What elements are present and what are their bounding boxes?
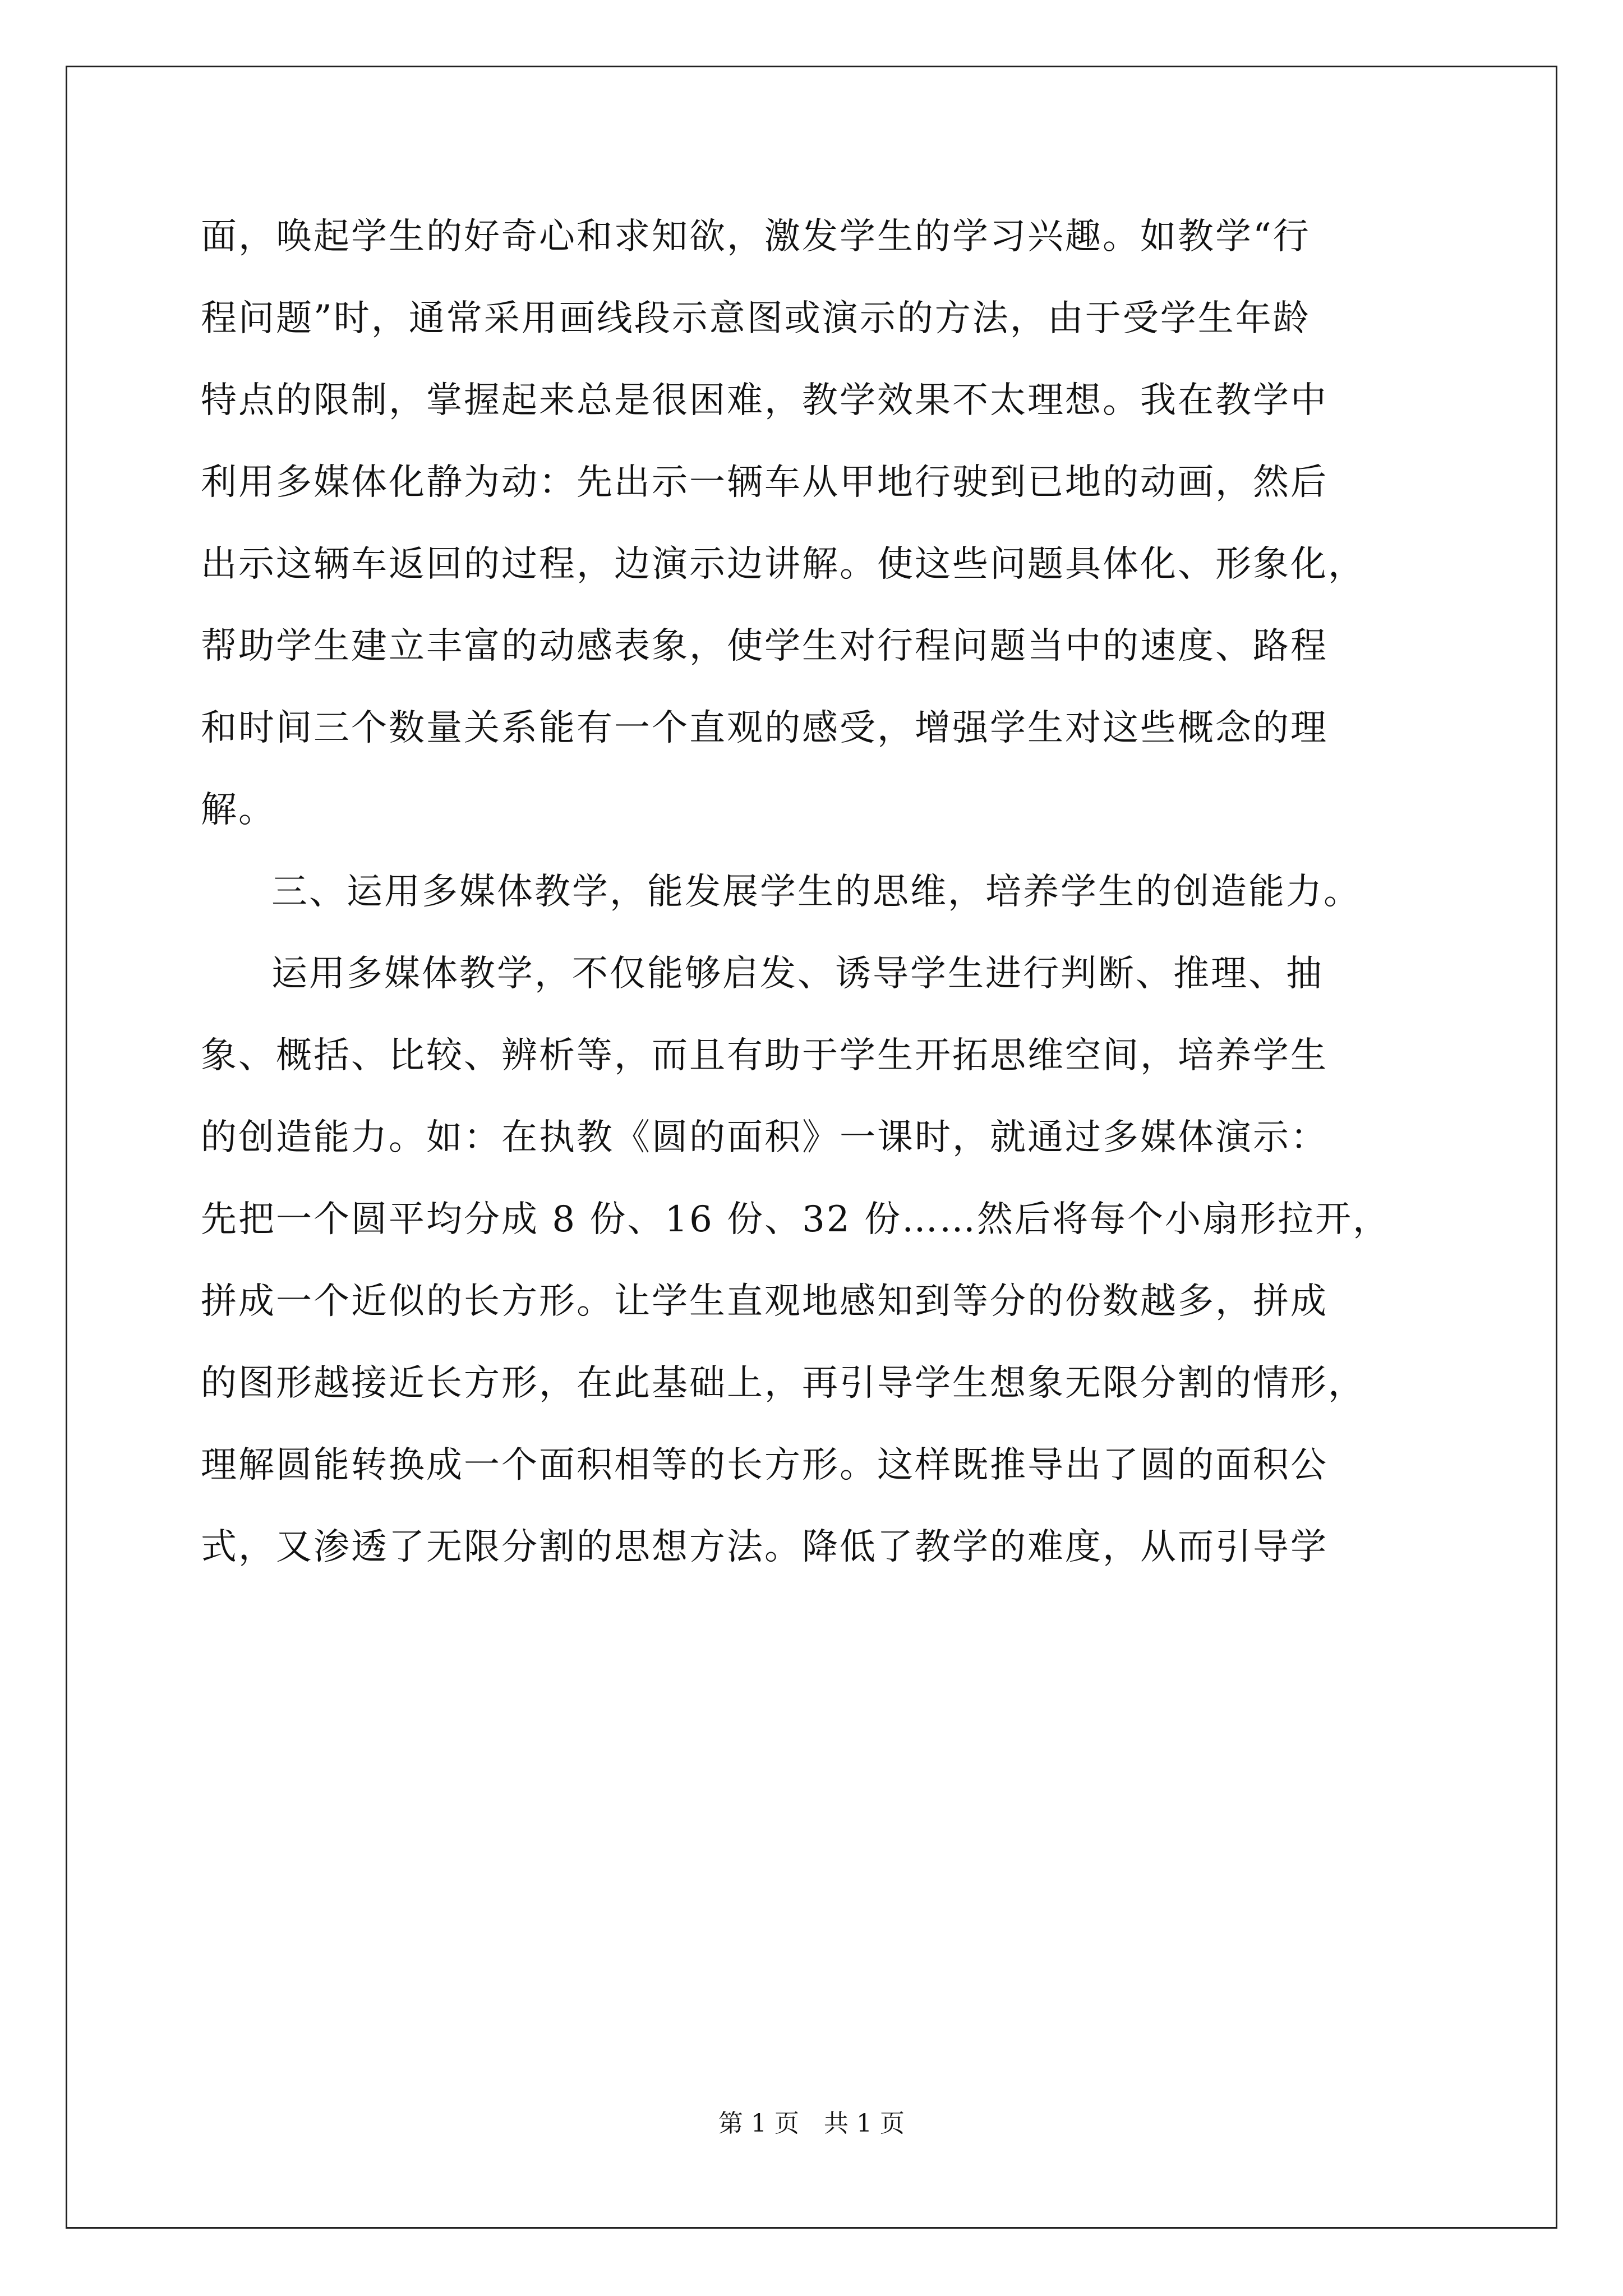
text-line: 程问题”时，通常采用画线段示意图或演示的方法，由于受学生年龄 bbox=[201, 298, 1311, 339]
text-line: 先把一个圆平均分成 8 份、16 份、32 份……然后将每个小扇形拉开， bbox=[201, 1199, 1390, 1240]
text-line: 理解圆能转换成一个面积相等的长方形。这样既推导出了圆的面积公 bbox=[201, 1444, 1328, 1486]
text-line: 解。 bbox=[201, 789, 276, 831]
text-line: 象、概括、比较、辨析等，而且有助于学生开拓思维空间，培养学生 bbox=[201, 1035, 1328, 1076]
text-line: 面，唤起学生的好奇心和求知欲，激发学生的学习兴趣。如教学“行 bbox=[201, 216, 1311, 257]
text-line: 利用多媒体化静为动：先出示一辆车从甲地行驶到已地的动画，然后 bbox=[201, 462, 1328, 503]
text-line: 的创造能力。如：在执教《圆的面积》一课时，就通过多媒体演示： bbox=[201, 1117, 1328, 1158]
text-line: 帮助学生建立丰富的动感表象，使学生对行程问题当中的速度、路程 bbox=[201, 625, 1328, 667]
text-line: 拼成一个近似的长方形。让学生直观地感知到等分的份数越多，拼成 bbox=[201, 1281, 1328, 1322]
text-line: 出示这辆车返回的过程，边演示边讲解。使这些问题具体化、形象化， bbox=[201, 544, 1366, 585]
text-line: 式，又渗透了无限分割的思想方法。降低了教学的难度，从而引导学 bbox=[201, 1526, 1328, 1568]
text-line: 和时间三个数量关系能有一个直观的感受，增强学生对这些概念的理 bbox=[201, 707, 1328, 749]
section-heading: 三、运用多媒体教学，能发展学生的思维，培养学生的创造能力。 bbox=[271, 871, 1361, 913]
text-line: 运用多媒体教学，不仅能够启发、诱导学生进行判断、推理、抽 bbox=[271, 953, 1324, 995]
page-number: 第 1 页 共 1 页 bbox=[718, 2109, 905, 2138]
text-line: 特点的限制，掌握起来总是很困难，教学效果不太理想。我在教学中 bbox=[201, 380, 1328, 421]
text-line: 的图形越接近长方形，在此基础上，再引导学生想象无限分割的情形， bbox=[201, 1363, 1366, 1404]
